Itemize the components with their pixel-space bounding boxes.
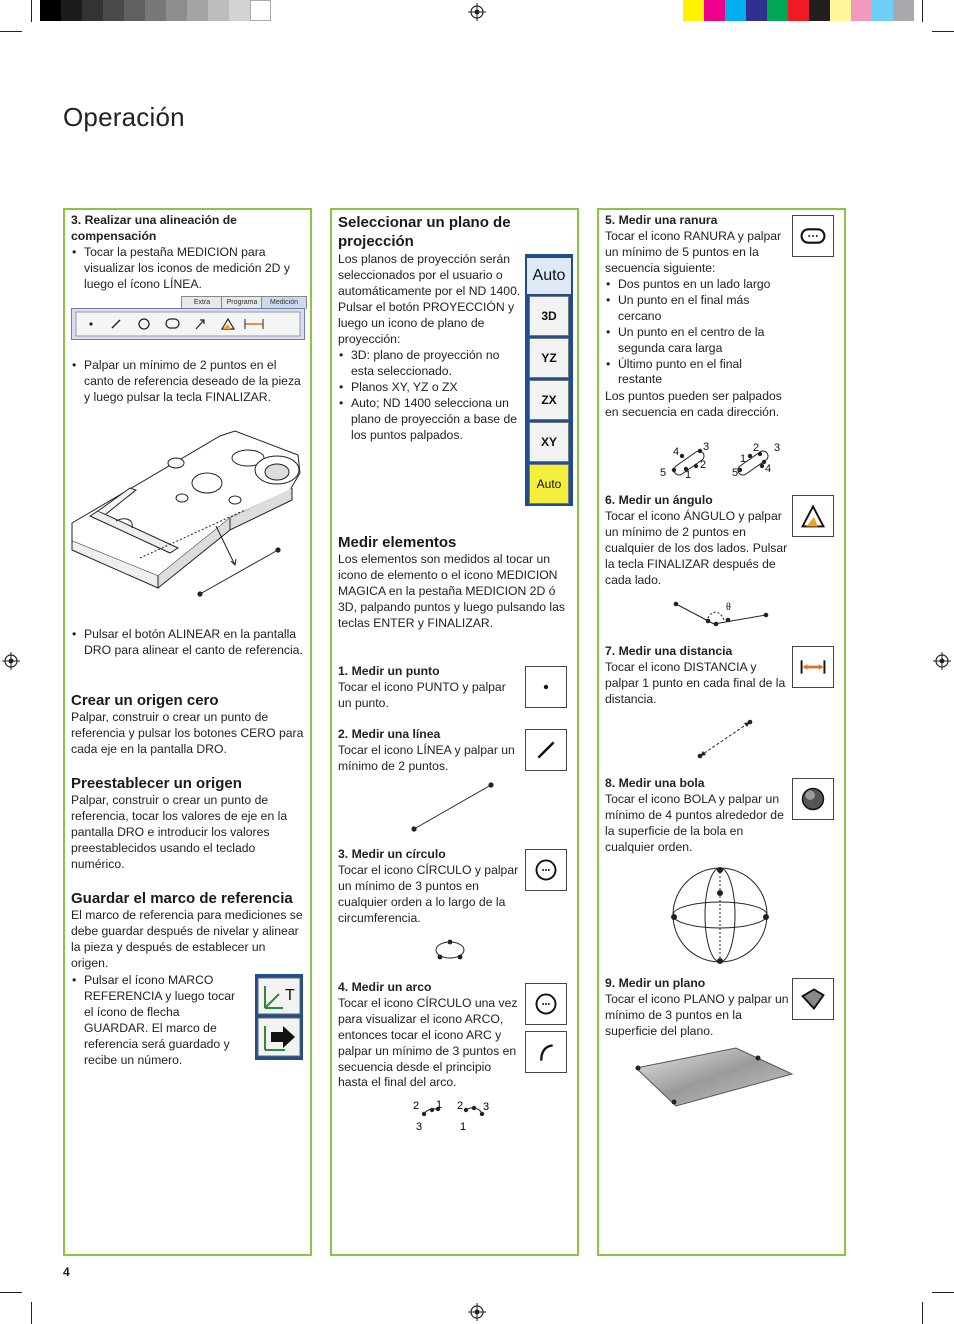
arc-label: 2 <box>457 1100 464 1112</box>
projection-auto-button[interactable]: Auto <box>529 464 569 504</box>
angle-symbol: θ <box>726 602 731 613</box>
tab-medicion[interactable]: Medición <box>261 296 307 309</box>
arc-label: 3 <box>483 1101 490 1113</box>
tab-programa[interactable]: Programa <box>221 296 263 309</box>
slot-label: 4 <box>765 463 772 475</box>
sphere-points-diagram <box>668 862 772 966</box>
slot-points-diagram <box>656 440 786 480</box>
slot-label: 4 <box>673 446 680 458</box>
preset-heading: Preestablecer un origen <box>71 775 242 792</box>
slot-bullet: • Un punto en el centro de la segunda cara larga <box>605 325 789 357</box>
registration-mark-icon <box>468 1303 486 1321</box>
slot-bullet: • Dos puntos en un lado largo <box>605 277 789 293</box>
projection-text: Los planos de proyección serán seleccionados por el usuario o automáticamente por el ND 1400. Pulsar el botón PROYECCIÓN y luego un icono de plano de proyección: <box>338 252 521 346</box>
projection-buttons-panel <box>525 254 573 506</box>
slot-after-text: Los puntos pueden ser palpados en secuencia en cada dirección. <box>605 389 782 419</box>
slot-label: 1 <box>740 453 747 465</box>
angle-points-diagram <box>668 596 772 630</box>
angle-icon[interactable] <box>792 495 834 537</box>
zero-heading: Crear un origen cero <box>71 692 219 709</box>
slot-label: 2 <box>753 442 760 454</box>
preset-text: Palpar, construir o crear un punto de referencia, tocar los valores de eje en la pantalla DRO e introducir los valores preestablecidos usando el teclado numérico. <box>71 793 288 871</box>
reference-frame-icons <box>255 974 303 1060</box>
projection-auto-indicator: Auto <box>527 258 571 294</box>
slot-bullet: • Último punto en el final restante <box>605 357 789 389</box>
slot-icon[interactable] <box>792 215 834 257</box>
measure-circle-step: 3. Medir un círculo Tocar el icono CÍRCULO y palpar un mínimo de 3 puntos en cualquier orden a lo largo de la circumferencia. <box>338 847 519 925</box>
slot-label: 5 <box>732 467 739 479</box>
plane-icon[interactable] <box>792 978 834 1020</box>
measure-plane-step: 9. Medir un plano Tocar el icono PLANO y palpar un mínimo de 3 puntos en la superficie del plano. <box>605 976 789 1038</box>
plane-points-diagram <box>632 1044 796 1110</box>
projection-3d-button[interactable]: 3D <box>529 296 569 336</box>
measure-line-step: 2. Medir una línea Tocar el icono LÍNEA y palpar un mínimo de 2 puntos. <box>338 727 515 773</box>
slot-label: 3 <box>774 442 781 454</box>
step-3-bullet-1: • Tocar la pestaña MEDICION para visualizar los iconos de medición 2D y luego el ícono LÍNEA. <box>71 245 305 293</box>
measurement-toolbar <box>71 296 305 340</box>
measure-distance-step: 7. Medir una distancia Tocar el icono DISTANCIA y palpar 1 punto en cada final de la distancia. <box>605 644 786 706</box>
arc-label: 3 <box>416 1121 423 1132</box>
step-3-bullet-3: • Pulsar el botón ALINEAR en la pantalla DRO para alinear el canto de referencia. <box>71 627 305 659</box>
arc-label: 1 <box>436 1099 443 1111</box>
registration-mark-icon <box>468 3 486 21</box>
arc-points-diagram <box>410 1096 494 1132</box>
measure-angle-step: 6. Medir un ángulo Tocar el icono ÁNGULO y palpar un mínimo de 2 puntos en cualquier de los dos lados. Pulsar la tecla FINALIZAR después de cada lado. <box>605 493 788 587</box>
arc-label: 1 <box>460 1121 467 1132</box>
zero-text: Palpar, construir o crear un punto de referencia y pulsar los botones CERO para cada eje en la pantalla DRO. <box>71 710 304 756</box>
measure-text: Los elementos son medidos al tocar un icono de elemento o el icono MEDICION MAGICA en la pestaña MEDICION 2D ó 3D, palpando puntos y luego pulsando las teclas ENTER y FINALIZAR. <box>338 552 565 630</box>
projection-yz-button[interactable]: YZ <box>529 338 569 378</box>
save-text: El marco de referencia para mediciones se debe guardar después de nivelar y alinear la pieza y después de establecer un origen. <box>71 908 303 970</box>
distance-icon[interactable] <box>792 646 834 688</box>
projection-bullet: • Planos XY, YZ o ZX <box>338 380 522 396</box>
measure-slot-step: 5. Medir una ranura Tocar el icono RANURA y palpar un mínimo de 5 puntos en la secuencia siguiente: <box>605 213 782 275</box>
svg-text:T: T <box>285 987 295 1004</box>
line-icon[interactable] <box>525 729 567 771</box>
slot-bullet: • Un punto en el final más cercano <box>605 293 789 325</box>
circle-icon[interactable] <box>525 983 567 1025</box>
projection-xy-button[interactable]: XY <box>529 422 569 462</box>
page-number: 4 <box>63 1265 70 1279</box>
save-bullet: • Pulsar el ícono MARCO REFERENCIA y luego tocar el ícono de flecha GUARDAR. El marco de referencia será guardado y recibe un número. <box>71 973 241 1068</box>
registration-mark-icon <box>933 652 951 670</box>
point-icon[interactable] <box>525 666 567 708</box>
measure-heading: Medir elementos <box>338 534 457 551</box>
projection-zx-button[interactable]: ZX <box>529 380 569 420</box>
measure-icons-strip <box>71 308 305 340</box>
slot-label: 1 <box>685 469 692 480</box>
workpiece-illustration <box>70 428 308 600</box>
measure-arc-step: 4. Medir un arco Tocar el icono CÍRCULO una vez para visualizar el icono ARCO, entonces tocar el icono ARC y palpar un mínimo de 3 puntos en secuencia desde el principio hasta el final del arco. <box>338 980 518 1090</box>
save-heading: Guardar el marco de referencia <box>71 890 293 907</box>
distance-points-diagram <box>692 714 756 762</box>
line-points-diagram <box>406 780 498 836</box>
projection-bullet: • Auto; ND 1400 selecciona un plano de proyección a base de los puntos palpados. <box>338 396 522 444</box>
arc-label: 2 <box>413 1100 420 1112</box>
projection-bullet: • 3D: plano de proyección no esta seleccionado. <box>338 348 522 380</box>
measure-sphere-step: 8. Medir una bola Tocar el icono BOLA y palpar un mínimo de 4 puntos alrededor de la superficie de la bola en cualquier orden. <box>605 776 784 854</box>
circle-points-diagram <box>432 936 468 962</box>
slot-label: 3 <box>703 441 710 453</box>
slot-label: 5 <box>660 467 667 479</box>
step-3-bullet-2: • Palpar un mínimo de 2 puntos en el canto de referencia deseado de la pieza y luego pulsar la tecla FINALIZAR. <box>71 358 305 406</box>
step-3-heading: 3. Realizar una alineación de compensación <box>71 213 237 243</box>
registration-mark-icon <box>2 652 20 670</box>
page-title: Operación <box>63 102 185 132</box>
arc-icon[interactable] <box>525 1031 567 1073</box>
circle-icon[interactable] <box>525 849 567 891</box>
projection-heading: Seleccionar un plano de projección <box>338 214 511 250</box>
measure-point-step: 1. Medir un punto Tocar el icono PUNTO y palpar un punto. <box>338 664 506 710</box>
tab-extra[interactable]: Extra <box>181 296 223 309</box>
slot-label: 2 <box>700 459 707 471</box>
sphere-icon[interactable] <box>792 778 834 820</box>
